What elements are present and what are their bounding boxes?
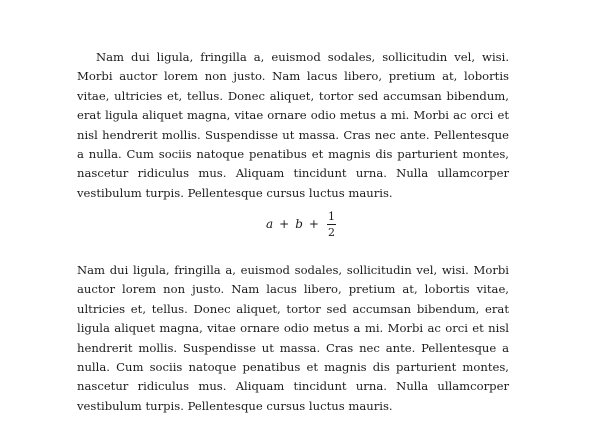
equation-variable-b: b <box>295 217 303 231</box>
equation-fraction <box>327 211 336 238</box>
equation-plus-operator: + <box>279 217 290 231</box>
equation-body <box>266 211 336 238</box>
fraction-numerator: 1 <box>327 209 335 223</box>
fraction-denominator: 2 <box>327 225 335 239</box>
display-equation <box>0 206 602 242</box>
equation-plus-operator: + <box>308 217 319 231</box>
equation-variable-a: a <box>266 217 274 231</box>
paragraph-1: Nam dui ligula, fringilla a, euismod sodales, sollicitudin vel, wisi. Morbi auctor lorem non justo. Nam lacus libero, pretium at, lobortis vitae, ultricies et, tellus. Donec aliquet, tortor sed accumsan bibendum, erat ligula aliquet magna, vitae ornare odio metus a mi. Morbi ac orci et nisl hendrerit mollis. Suspendisse ut massa. Cras nec ante. Pellentesque a nulla. Cum sociis natoque penatibus et magnis dis parturient montes, nascetur ridiculus mus. Aliquam tincidunt urna. Nulla ullamcorper vestibulum turpis. Pellentesque cursus luctus mauris. <box>77 50 509 200</box>
paragraph-2: Nam dui ligula, fringilla a, euismod sodales, sollicitudin vel, wisi. Morbi auctor lorem non justo. Nam lacus libero, pretium at, lobortis vitae, ultricies et, tellus. Donec aliquet, tortor sed accumsan bibendum, erat ligula aliquet magna, vitae ornare odio metus a mi. Morbi ac orci et nisl hendrerit mollis. Suspendisse ut massa. Cras nec ante. Pellentesque a nulla. Cum sociis natoque penatibus et magnis dis parturient montes, nascetur ridiculus mus. Aliquam tincidunt urna. Nulla ullamcorper vestibulum turpis. Pellentesque cursus luctus mauris. <box>77 263 509 413</box>
